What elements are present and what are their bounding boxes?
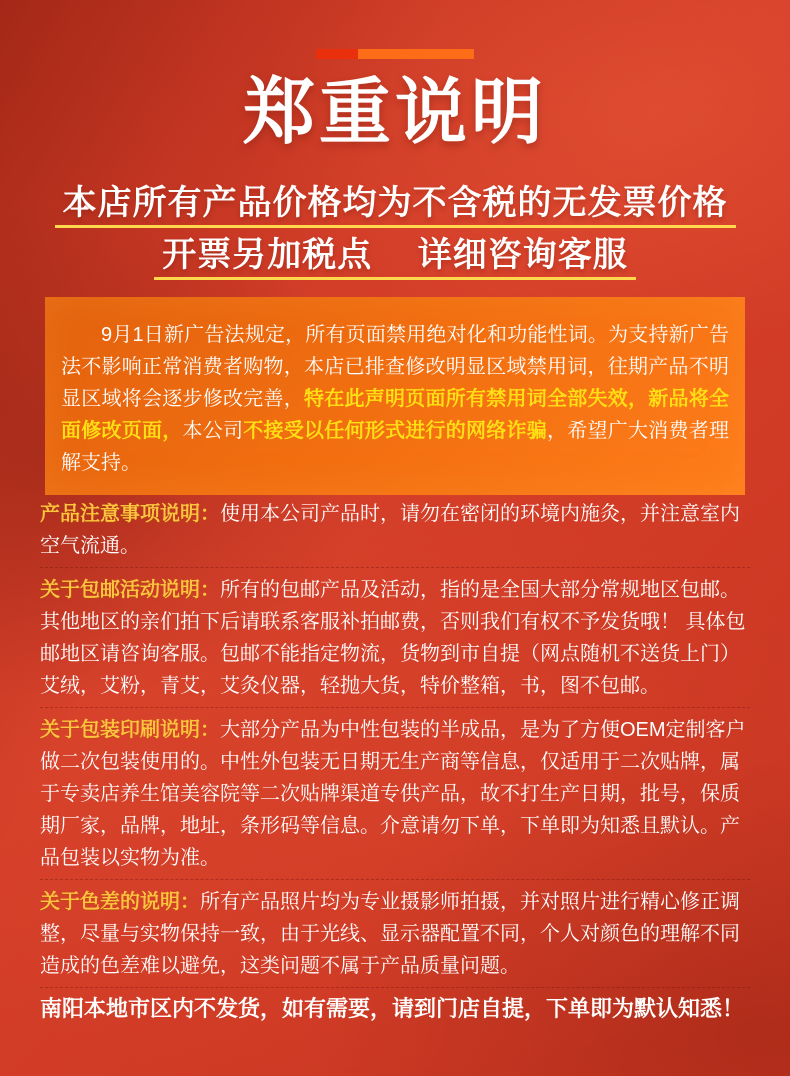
subtitle-line-2-text: 开票另加税点 详细咨询客服 <box>154 235 635 280</box>
advertising-law-notice-text <box>61 319 729 479</box>
section-packaging-printing-body: 大部分产品为中性包装的半成品，是为了方便OEM定制客户做二次包装使用的。中性外包装无日期无生产商等信息，仅适用于二次贴牌，属于专卖店养生馆美容院等二次贴牌渠道专供产品，故不打生产日期，批号，保质期厂家，品牌，地址，条形码等信息。介意请勿下单，下单即为知悉且默认。产品包装以实物为准。 <box>40 719 746 869</box>
section-color-difference-body: 所有产品照片均为专业摄影师拍摄，并对照片进行精心修正调整，尽量与实物保持一致，由于光线、显示器配置不同，个人对颜色的理解不同造成的色差难以避免，这类问题不属于产品质量问题。 <box>40 891 740 977</box>
section-packaging-printing-heading: 关于包装印刷说明： <box>40 719 220 741</box>
subtitle-line-2 <box>0 235 790 280</box>
section-product-precautions-heading: 产品注意事项说明： <box>40 503 220 525</box>
notice-segment-5: ，希望广大消费者理解支持。 <box>61 420 729 474</box>
accent-bar-dark-segment <box>316 49 358 59</box>
notice-segment-3: 本公司 <box>182 420 244 442</box>
section-color-difference-heading: 关于色差的说明： <box>40 891 200 913</box>
section-free-shipping <box>40 567 750 702</box>
section-free-shipping-heading: 关于包邮活动说明： <box>40 579 220 601</box>
section-color-difference <box>40 879 750 982</box>
section-packaging-printing <box>40 707 750 874</box>
accent-bar-orange-segment <box>358 49 474 59</box>
subtitle-block <box>0 183 790 287</box>
accent-bar <box>316 49 474 59</box>
notice-segment-1: 9月1日新广告法规定，所有页面禁用绝对化和功能性词。为支持新广告法不影响正常消费者购物，本店已排查修改明显区域禁用词，往期产品不明显区域将会逐步修改完善， <box>61 324 729 410</box>
section-product-precautions <box>40 498 750 562</box>
subtitle-line-1 <box>0 183 790 228</box>
notice-segment-4-highlight: 不接受以任何形式进行的网络诈骗 <box>243 420 547 442</box>
local-pickup-notice: 南阳本地市区内不发货，如有需要，请到门店自提，下单即为默认知悉！ <box>40 987 750 1024</box>
info-sections <box>40 498 750 1024</box>
notice-segment-2-highlight: 特在此声明页面所有禁用词全部失效，新品将全面修改页面， <box>61 388 729 442</box>
section-free-shipping-body: 所有的包邮产品及活动，指的是全国大部分常规地区包邮。其他地区的亲们拍下后请联系客服补拍邮费，否则我们有权不予发货哦！ 具体包邮地区请咨询客服。包邮不能指定物流，货物到市自提（网点随机不送货上门）艾绒，艾粉，青艾，艾灸仪器，轻抛大货，特价整箱，书，图不包邮。 <box>40 579 746 697</box>
subtitle-line-1-text: 本店所有产品价格均为不含税的无发票价格 <box>55 183 736 228</box>
advertising-law-notice-box <box>45 297 745 495</box>
page-title: 郑重说明 <box>242 73 547 153</box>
section-product-precautions-body: 使用本公司产品时，请勿在密闭的环境内施灸，并注意室内空气流通。 <box>40 503 740 557</box>
